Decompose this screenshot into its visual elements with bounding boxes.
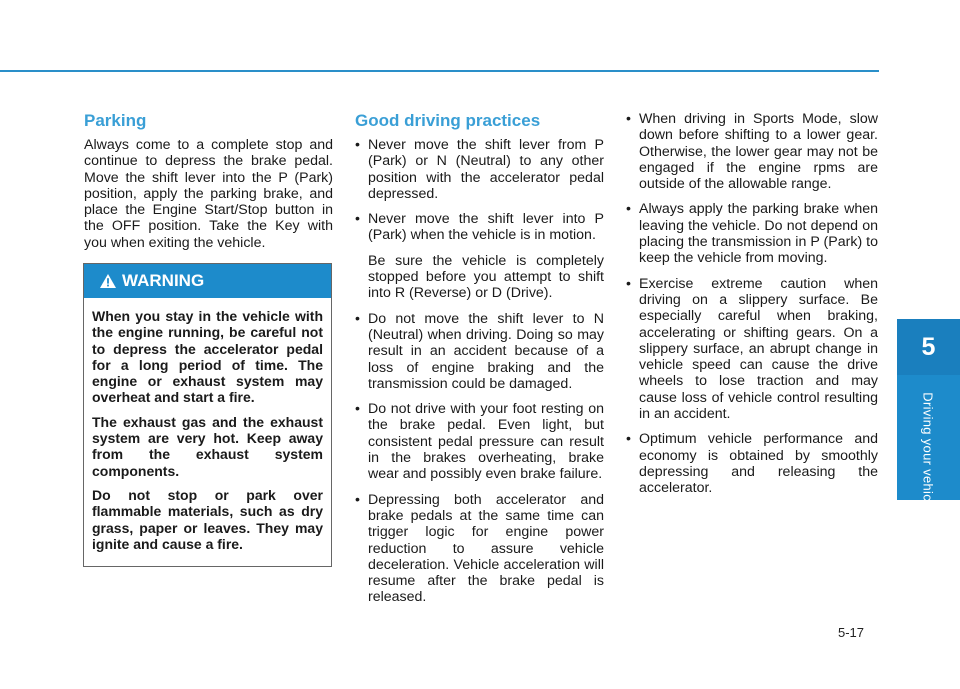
list-item-text: Do not drive with your foot resting on the brake pedal. Even light, but consistent pedal pressure can result in the brakes overheating, brake wear and possibly even brake failure. — [368, 401, 604, 483]
bullet: • — [355, 310, 360, 327]
parking-body: Always come to a complete stop and continue to depress the brake pedal. Move the shift lever into the P (Park) position, apply the parking brake, and place the Engine Start/Stop button in the OFF position. Take the Key with you when exiting the vehicle. — [84, 137, 333, 251]
warning-paragraph: When you stay in the vehicle with the engine running, be careful not to depress the accelerator pedal for a long period of time. The engine or exhaust system may overheat and start a fire. — [92, 308, 323, 406]
parking-section — [84, 137, 333, 251]
list-item — [355, 137, 604, 202]
list-item — [355, 311, 604, 392]
list-item-text: Do not move the shift lever to N (Neutral) when driving. Doing so may result in an accident because of a loss of engine braking and the transmission could be damaged. — [368, 310, 604, 392]
warning-paragraph: The exhaust gas and the exhaust system are very hot. Keep away from the exhaust system components. — [92, 413, 323, 479]
parking-heading: Parking — [84, 111, 147, 130]
list-item-text: Optimum vehicle performance and economy is obtained by smoothly depressing and releasing the accelerator. — [639, 431, 878, 497]
bullet: • — [355, 491, 360, 508]
list-item — [355, 211, 604, 301]
bullet: • — [355, 401, 360, 418]
warning-paragraph: Do not stop or park over flammable materials, such as dry grass, paper or leaves. They may ignite and cause a fire. — [92, 486, 323, 552]
list-item-text: Exercise extreme caution when driving on a slippery surface. Be especially careful when braking, accelerating or shifting gears. On a slippery surface, an abrupt change in vehicle speed can cause the drive wheels to lose traction and may cause loss of vehicle control resulting in an accident. — [639, 275, 878, 423]
bullet: • — [626, 201, 631, 218]
list-item — [355, 492, 604, 606]
good-driving-heading: Good driving practices — [355, 111, 541, 130]
list-item-text: Always apply the parking brake when leaving the vehicle. Do not depend on placing the transmission in P (Park) to keep the vehicle from moving. — [639, 201, 878, 267]
list-item-text: Never move the shift lever into P (Park) when the vehicle is in motion. — [368, 211, 604, 244]
good-driving-list-left — [355, 137, 604, 615]
top-rule — [0, 70, 879, 72]
list-item — [626, 431, 878, 496]
list-item — [626, 111, 878, 192]
warning-title: WARNING — [122, 271, 205, 290]
bullet: • — [355, 211, 360, 228]
list-item — [355, 401, 604, 482]
bullet: • — [355, 137, 360, 153]
chapter-number: 5 — [897, 319, 960, 375]
good-driving-list-right — [626, 111, 878, 506]
bullet: • — [626, 431, 631, 448]
list-item — [626, 276, 878, 423]
warning-header — [84, 264, 331, 298]
list-item-note: Be sure the vehicle is completely stopped before you attempt to shift into R (Reverse) or D (Drive). — [368, 252, 604, 302]
warning-body — [84, 298, 331, 552]
list-item-text: When driving in Sports Mode, slow down before shifting to a lower gear. Otherwise, the lower gear may not be engaged if the engine rpms are outside of the allowable range. — [639, 111, 878, 193]
list-item-text: Never move the shift lever from P (Park) or N (Neutral) to any other position with the accelerator pedal depressed. — [368, 137, 604, 202]
page-number: 5-17 — [838, 625, 865, 640]
bullet: • — [626, 111, 631, 127]
bullet: • — [626, 275, 631, 292]
warning-triangle-icon — [100, 274, 116, 288]
list-item — [626, 201, 878, 266]
warning-box — [83, 263, 332, 567]
chapter-label: Driving your vehicle — [920, 392, 936, 512]
list-item-text: Depressing both accelerator and brake pedals at the same time can trigger logic for engine power reduction to assure vehicle deceleration. Vehicle acceleration will resume after the brake pedal is released. — [368, 491, 604, 606]
